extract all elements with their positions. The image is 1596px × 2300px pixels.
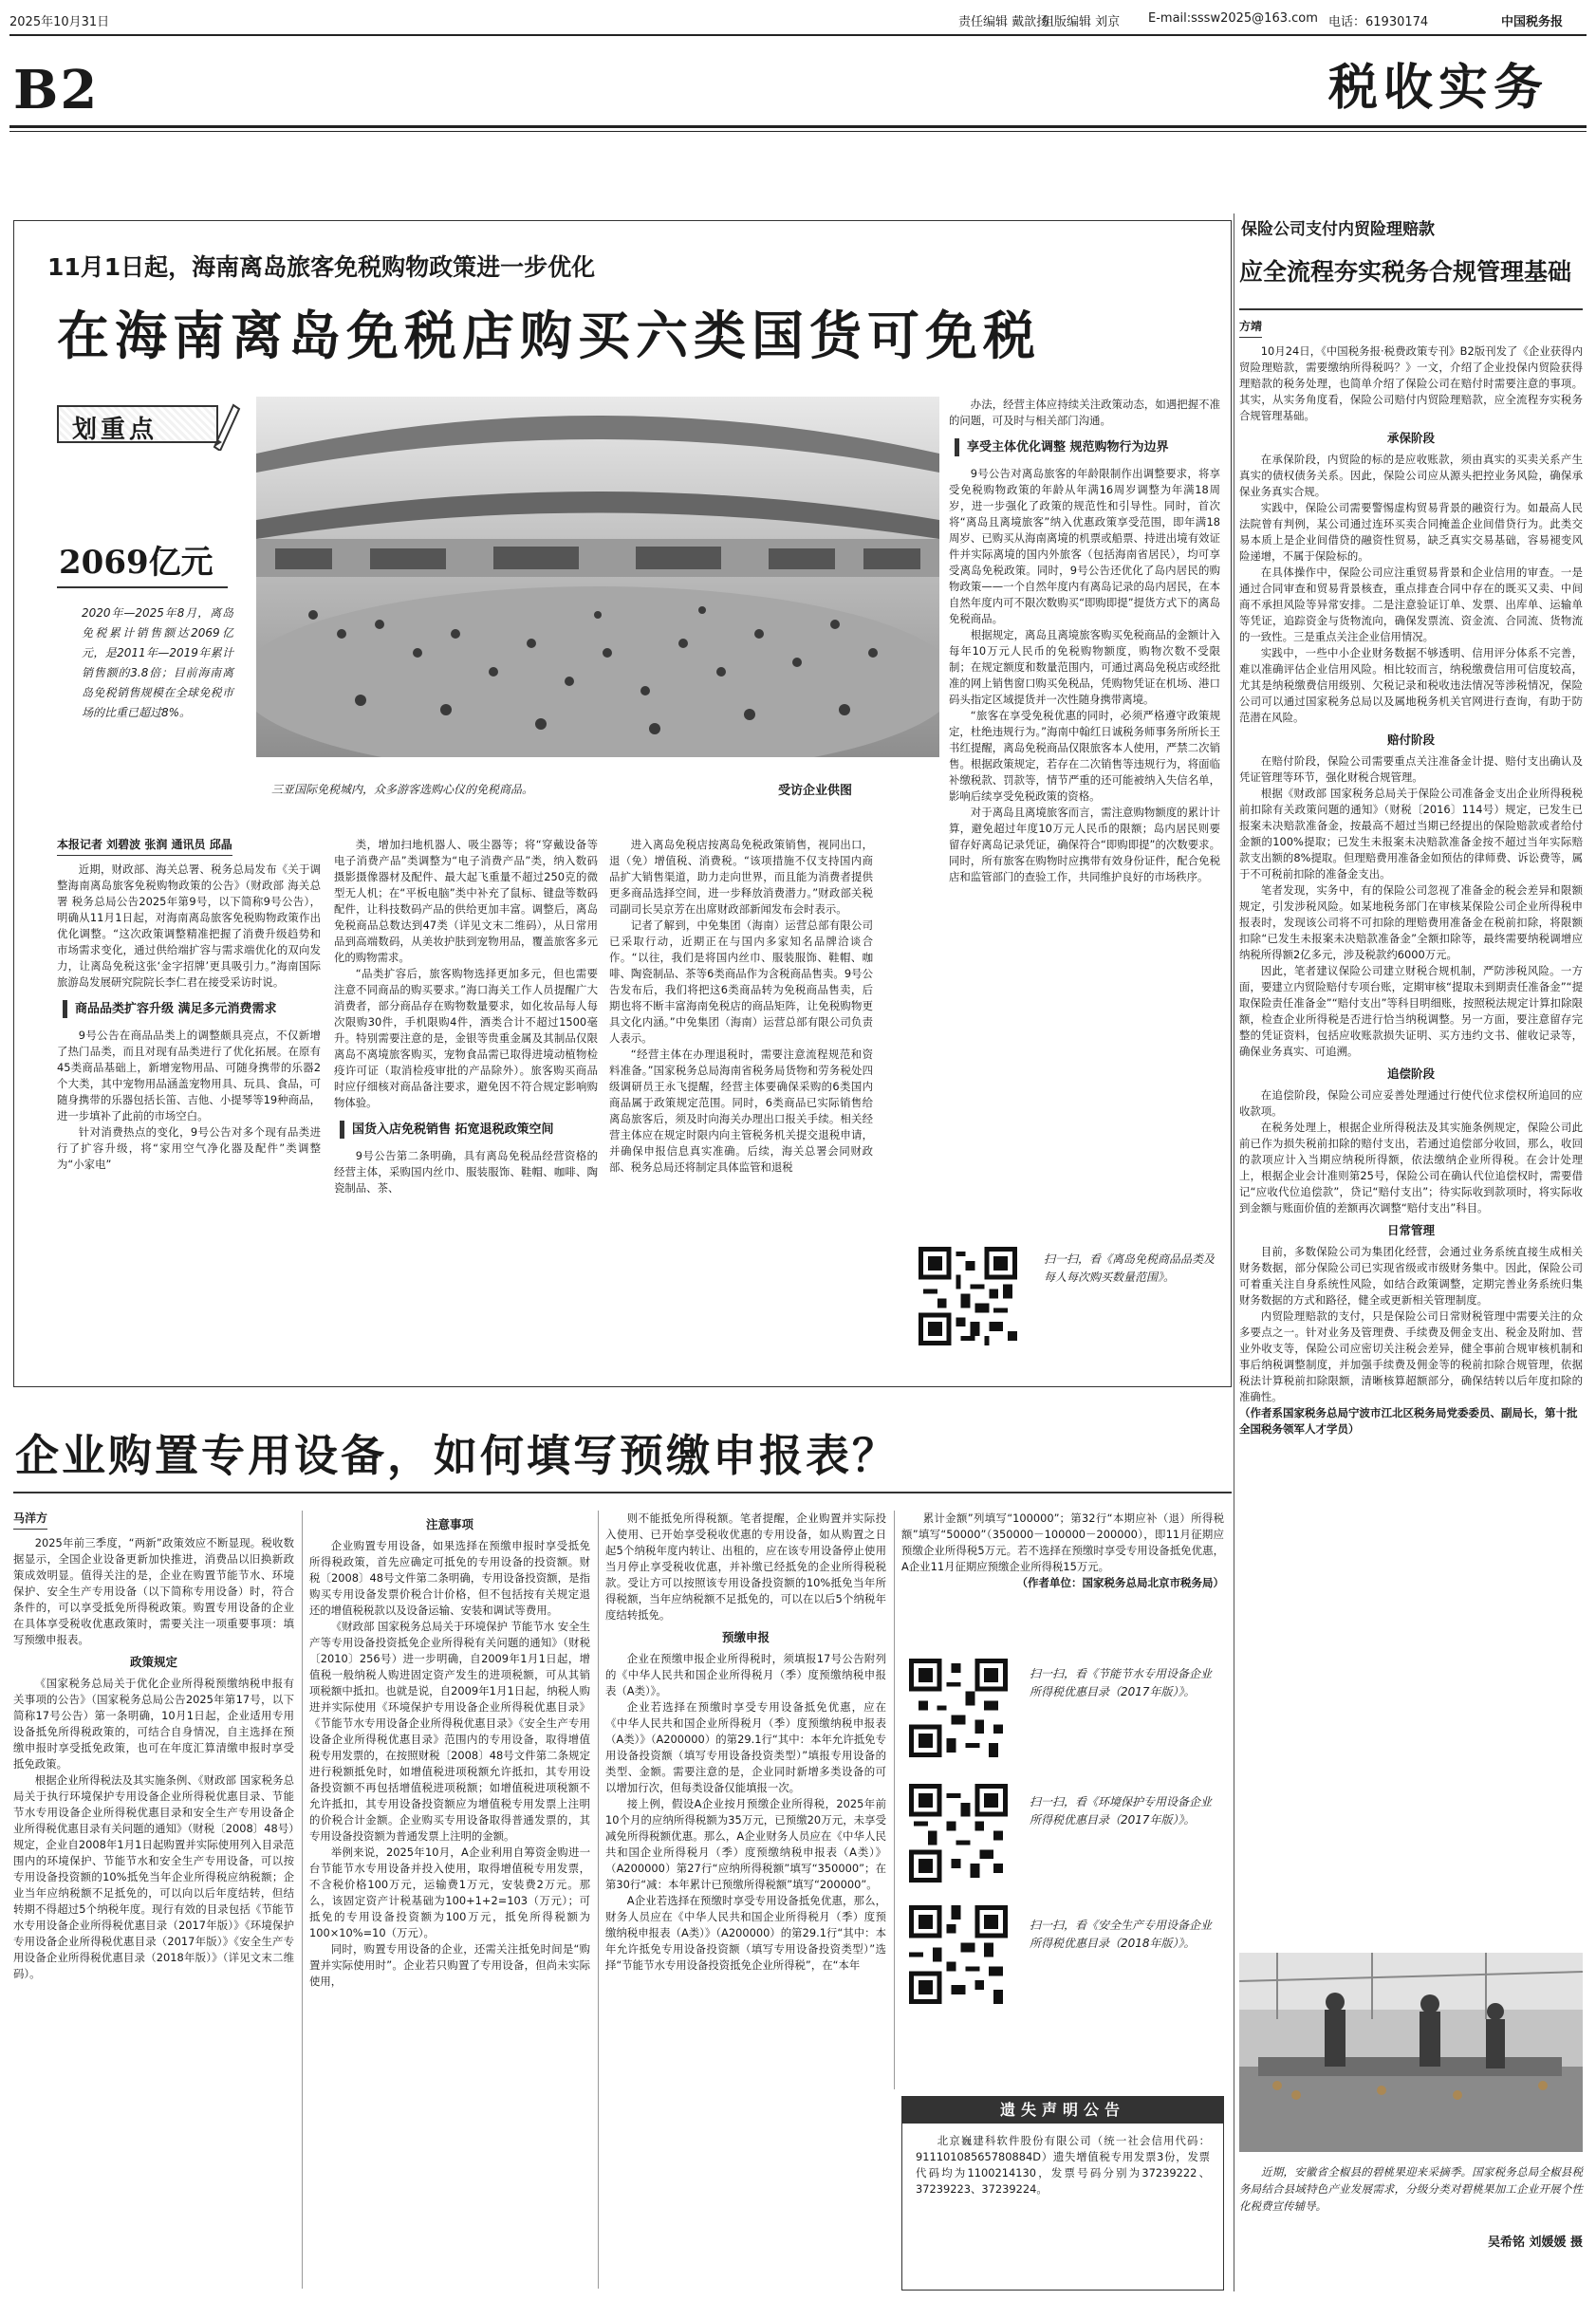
right-heading: 追偿阶段 (1386, 1067, 1435, 1081)
contact-email: E-mail:sssw2025@163.com (1148, 11, 1318, 26)
qr-caption-environment: 扫一扫，看《环境保护专用设备企业所得税优惠目录（2017年版）》。 (1030, 1795, 1213, 1827)
right-paragraph: 在承保阶段，内贸险的标的是应收账款，须由真实的买卖关系产生真实的债权债务关系。因此，保险公司应从源头把控业务风险，确保承保业务真实合规。 (1239, 453, 1583, 498)
key-figure: 2069亿元 (59, 544, 213, 582)
qr-code-icon (909, 1659, 1008, 1757)
article2-paragraph: 企业在预缴申报企业所得税时，须填报17号公告附列的《中华人民共和国企业所得税月（季）度预缴纳税申报表（A类）》。 (605, 1652, 886, 1697)
right-paragraph: 目前，多数保险公司为集团化经营，会通过业务系统直接生成相关财务数据，部分保险公司已实现省级或市级财务集中。因此，保险公司可着重关注自身系统性风险，如结合政策调整，定期完善业务系统归集财务数据的方式和路径，健全或更新相关管理制度。 (1239, 1245, 1583, 1307)
lead-paragraph: 办法，经营主体应持续关注政策动态，如遇把握不准的问题，可及时与相关部门沟通。 (949, 398, 1220, 427)
factory-photo (1239, 1953, 1583, 2152)
article2-paragraph: 接上例，假设A企业按月预缴企业所得税，2025年前10个月的应纳所得税额为35万元，已预缴20万元，未享受减免所得税额优惠。那么，A企业财务人员应在《中华人民共和国企业所得税月（季）度预缴纳税申报表（A类）》（A200000）第27行“应纳所得税额”填写“350000”；在第30行“减：本年累计已预缴所得税额”填写“200000”。 (605, 1797, 886, 1891)
article2-heading: 注意事项 (425, 1517, 473, 1531)
right-title: 应全流程夯实税务合规管理基础 (1239, 258, 1572, 286)
lead-column-3 (609, 837, 873, 1363)
column-divider (598, 1511, 599, 2289)
qr-code-icon (919, 1247, 1017, 1345)
lead-byline: 本报记者 刘碧波 张润 通讯员 邱晶 (57, 837, 232, 856)
article2-column-3 (605, 1511, 886, 2289)
section-title: 税收实务 (1327, 59, 1549, 117)
right-paragraph: 在具体操作中，保险公司应注重贸易背景和企业信用的审查。一是通过合同审查和贸易背景核查，重点排查合同中存在的既买又卖、中间商不承担风险等异常安排。二是注意验证订单、发票、出库单、运输单等凭证，追踪资金与货物流向，确保发票流、资金流、合同流、货物流的一致性。三是重点关注企业信用情况。 (1239, 566, 1583, 643)
lead-photo-caption: 三亚国际免税城内，众多游客选购心仪的免税商品。 (271, 783, 534, 796)
lost-notice (901, 2096, 1224, 2291)
lead-paragraph: 类，增加扫地机器人、吸尘器等；将“穿戴设备等电子消费产品”类调整为“电子消费产品”类，纳入数码摄影摄像器材及配件、最大起飞重量不超过250克的微型无人机；在“平板电脑”类中补充了鼠标、键盘等数码配件，让科技数码产品的供给更加丰富。调整后，离岛免税商品总数达到47类（详见文末二维码），从日常用品到高端数码，从美妆护肤到宠物用品，覆盖旅客多元化的购物需求。 (334, 838, 598, 964)
lead-photo-credit: 受访企业供图 (778, 784, 853, 798)
article2-paragraph: 《财政部 国家税务总局关于环境保护 节能节水 安全生产等专用设备投资抵免企业所得税有关问题的通知》（财税〔2010〕256号）进一步明确，自2009年1月1日起，增值税一般纳税人购进固定资产发生的进项税额，可从其销项税额中抵扣。也就是说，自2009年1月1日起，纳税人购进并实际使用《环境保护专用设备企业所得税优惠目录》《节能节水专用设备企业所得税优惠目录》《安全生产专用设备企业所得税优惠目录》范围内的专用设备，取得增值税专用发票的，在按照财税〔2008〕48号文件第二条规定进行税额抵免时，如增值税进项税额允许抵扣，其专用设备投资额不再包括增值税进项税额；如增值税进项税额不允许抵扣，其专用设备投资额应为增值税专用发票上注明的价税合计金额。企业购买专用设备取得普通发票的，其专用设备投资额为普通发票上注明的金额。 (309, 1620, 590, 1843)
key-figure-rule (57, 586, 228, 588)
issue-date: 2025年10月31日 (9, 15, 110, 29)
layout-editor: 组版编辑 刘京 (1042, 15, 1121, 29)
right-title-rule (1239, 308, 1583, 310)
article2-paragraph: 根据企业所得税法及其实施条例、《财政部 国家税务总局关于执行环境保护专用设备企业所得税优惠目录、节能节水专用设备企业所得税优惠目录和安全生产专用设备企业所得税优惠目录有关问题的通知》（财税〔2008〕48号）规定，企业自2008年1月1日起购置并实际使用列入目录范围内的环境保护、节能节水和安全生产专用设备，可以按专用设备投资额的10%抵免当年企业所得税应纳税额；企业当年应纳税额不足抵免的，可以向以后年度结转，但结转期不得超过5个纳税年度。现行有效的目录包括《节能节水专用设备企业所得税优惠目录（2017年版）》《环境保护专用设备企业所得税优惠目录（2017年版）》《安全生产专用设备企业所得税优惠目录（2018年版）》（详见文末二维码）。 (13, 1773, 294, 1980)
key-figure-text: 2020年—2025年8月，离岛免税累计销售额达2069亿元，是2011年—2019年累计销售额的3.8倍；目前海南离岛免税销售规模在全球免税市场的比重已超过8%。 (82, 606, 233, 719)
right-heading: 承保阶段 (1386, 431, 1435, 445)
header-rule (9, 34, 1587, 36)
right-paragraph: 在追偿阶段，保险公司应妥善处理通过行使代位求偿权所追回的应收款项。 (1239, 1088, 1583, 1118)
lead-paragraph: 对于离岛且离境旅客而言，需注意购物额度的累计计算，避免超过年度10万元人民币的限额；岛内居民则要留存好离岛记录凭证，确保符合“即购即提”的次数要求。同时，所有旅客在购物时应携带有效身份证件，配合免税店和监管部门的查验工作，共同维护良好的市场秩序。 (949, 806, 1220, 883)
article2-paragraph: 《国家税务总局关于优化企业所得税预缴纳税申报有关事项的公告》（国家税务总局公告2025年第17号，以下简称17号公告）第一条明确，10月1日起，企业适用专用设备抵免所得税政策的，可结合自身情况，自主选择在预缴申报时享受抵免政策，也可在年度汇算清缴申报时享受抵免政策。 (13, 1677, 294, 1771)
qr-code-energy[interactable] (909, 1659, 1008, 1757)
lead-paragraph: “经营主体在办理退税时，需要注意流程规范和资料准备。”国家税务总局海南省税务局货物和劳务税处四级调研员王永飞提醒，经营主体要确保采购的6类国内商品属于政策规定范围。同时，6类商品已实际销售给离岛旅客后，须及时向海关办理出口报关手续。相关经营主体应在规定时限内向主管税务机关提交退税申请，并确保申报信息真实准确。后续，海关总署会同财政部、税务总局还将制定具体监管和退税 (609, 1048, 873, 1174)
article2-paragraph: 2025年前三季度，“两新”政策效应不断显现。税收数据显示，全国企业设备更新加快推进，消费品以旧换新政策成效明显。值得关注的是，企业在购置节能节水、环境保护、安全生产专用设备（以下简称专用设备）时，符合条件的，可以享受抵免所得税政策。购置专用设备的企业在具体享受税收优惠政策时，需要关注一项重要事项：填写预缴申报表。 (13, 1536, 294, 1646)
article2-paragraph: A企业若选择在预缴时享受专用设备抵免优惠，那么，财务人员应在《中华人民共和国企业所得税月（季）度预缴纳税申报表（A类）》（A200000）的第29.1行“其中：本年允许抵免专用设备投资额（填写专用设备投资类型）”选择“节能节水专用设备投资抵免企业所得税”，在“本年 (605, 1894, 886, 1972)
article2-paragraph: 累计金额”列填写“100000”；第32行“本期应补（退）所得税额”填写“50000”（350000－100000－200000），即11月征期应预缴企业所得税5万元。若不选择在预缴时享受专用设备抵免优惠，A企业11月征期应预缴企业所得税15万元。 (901, 1512, 1224, 1573)
right-heading: 日常管理 (1386, 1223, 1435, 1237)
lead-paragraph: 近期，财政部、海关总署、税务总局发布《关于调整海南离岛旅客免税购物政策的公告》（财政部 海关总署 税务总局公告2025年第9号，以下简称9号公告），明确从11月1日起，对海南离岛旅客免税购物政策作出优化调整。“这次政策调整精准把握了消费升级趋势和市场需求变化，通过供给端扩容与需求端优化的双向发力，让离岛免税这张‘金字招牌’更具吸引力。”海南国际旅游岛发展研究院院长李仁君在接受采访时说。 (57, 862, 321, 989)
article2-column-1 (13, 1511, 294, 2289)
right-article-body (1239, 319, 1583, 1945)
lead-paragraph: 进入离岛免税店按离岛免税政策销售，视同出口，退（免）增值税、消费税。“该项措施不仅支持国内商品扩大销售渠道，助力走向世界，而且能为消费者提供更多商品选择空间，进一步释放消费潜力。”财政部关税司副司长吴京芳在出席财政部新闻发布会时表示。 (609, 838, 873, 916)
article2-paragraph: 则不能抵免所得税额。笔者提醒，企业购置并实际投入使用、已开始享受税收优惠的专用设备，如从购置之日起5个纳税年度内转让、出租的，应在该专用设备停止使用当月停止享受税收优惠，并补缴已经抵免的企业所得税税款。受让方可以按照该专用设备投资额的10%抵免当年所得税额，当年应纳税额不足抵免的，可以在以后5个纳税年度结转抵免。 (605, 1512, 886, 1622)
right-paragraph: 实践中，保险公司需要警惕虚构贸易背景的融资行为。如最高人民法院曾有判例，某公司通过连环买卖合同掩盖企业间借贷行为。此类交易本质上是企业间借贷的融资性贸易，缺乏真实交易基础，容易褪变风险递增，不属于保险标的。 (1239, 501, 1583, 563)
lost-notice-title: 遗失声明公告 (902, 2097, 1223, 2124)
lead-subhead-2: 国货入店免税销售 拓宽退税政策空间 (340, 1121, 598, 1139)
right-paragraph: 在赔付阶段，保险公司需要重点关注准备金计提、赔付支出确认及凭证管理等环节，强化财税合规管理。 (1239, 754, 1583, 784)
qr-caption-energy: 扫一扫，看《节能节水专用设备企业所得税优惠目录（2017年版）》。 (1030, 1667, 1213, 1698)
right-paragraph: 笔者发现，实务中，有的保险公司忽视了准备金的税会差异和限额规定，引发涉税风险。如某地税务部门在审核某保险公司企业所得税申报表时，发现该公司将不可扣除的理赔费用准备金在税前扣除，将限额扣除“已发生未报案未决赔款准备金”全额扣除等，最终需要纳税调增应纳税所得额2亿多元，涉及税款约6000万元。 (1239, 883, 1583, 961)
right-kicker: 保险公司支付内贸险理赔款 (1241, 220, 1435, 239)
article2-column-2 (309, 1511, 590, 2289)
lead-paragraph: 9号公告第二条明确，具有离岛免税品经营资格的经营主体，采购国内丝巾、服装服饰、鞋帽、咖啡、陶瓷制品、茶、 (334, 1149, 598, 1195)
qr-code-icon (909, 1784, 1008, 1883)
right-author-note: （作者系国家税务总局宁波市江北区税务局党委委员、副局长，第十批全国税务领军人才学员） (1239, 1406, 1578, 1436)
lead-photo (256, 397, 939, 757)
section-rule-thin (9, 131, 1587, 132)
column-divider (302, 1511, 303, 2289)
article2-paragraph: 企业购置专用设备，如果选择在预缴申报时享受抵免所得税政策，首先应确定可抵免的专用设备的投资额。财税〔2008〕48号文件第二条明确，专用设备投资额，是指购买专用设备发票价税合计价格，但不包括按有关规定退还的增值税税款以及设备运输、安装和调试等费用。 (309, 1539, 590, 1617)
qr-caption-safety: 扫一扫，看《安全生产专用设备企业所得税优惠目录（2018年版）》。 (1030, 1919, 1213, 1950)
lead-paragraph: 根据规定，离岛且离境旅客购买免税商品的金额计入每年10万元人民币的免税购物额度，购物次数不受限制；在规定额度和数量范围内，可通过离岛免税店或经批准的网上销售窗口购买免税品，凭购物凭证在机场、港口码头指定区域提货并一次性随身携带离境。 (949, 628, 1220, 706)
lost-notice-body: 北京巍建科软件股份有限公司（统一社会信用代码：91110108565780884D）遗失增值税专用发票3份，发票代码均为1100214130，发票号码分别为37239222、37239223、37239224。 (916, 2134, 1210, 2196)
pencil-icon (209, 401, 241, 451)
newspaper-name: 中国税务报 (1501, 15, 1564, 29)
lead-qr-caption: 扫一扫，看《离岛免税商品品类及每人每次购买数量范围》。 (1044, 1252, 1216, 1284)
article2-column-4 (901, 1511, 1224, 1653)
duty-free-mall-photo (256, 397, 939, 757)
right-heading: 赔付阶段 (1386, 733, 1435, 747)
right-photo (1239, 1953, 1583, 2152)
responsible-editor: 责任编辑 戴歆扬 (958, 15, 1049, 29)
lead-paragraph: “品类扩容后，旅客购物选择更加多元，但也需要注意不同商品的购买要求。”海口海关工作人员提醒广大消费者，部分商品存在购物数量要求，如化妆品每人每次限购30件，手机限购4件，酒类合计不超过1500毫升。特别需要注意的是，金银等贵重金属及其制品仅限离岛不离境旅客购买，宠物食品需已取得进境动植物检疫许可证（取消检疫审批的产品除外）。旅客购买商品时应仔细核对商品备注要求，避免因不符合规定影响购物体验。 (334, 967, 598, 1109)
contact-phone: 电话：61930174 (1328, 15, 1429, 29)
lead-paragraph: 9号公告对离岛旅客的年龄限制作出调整要求，将享受免税购物政策的年龄从年满16周岁调整为年满18周岁，进一步强化了政策的规范性和引导性。同时，首次将“离岛且离境旅客”纳入优惠政策享受范围，即年满18周岁、已购买从海南离境的机票或船票、持进出境有效证件并实际离境的国内外旅客（包括海南省居民），均可享受离岛免税政策。同时，9号公告还优化了岛内居民的购物政策——一个自然年度内有离岛记录的岛内居民，在本自然年度内可不限次数购买“即购即提”提货方式下的离岛免税商品。 (949, 467, 1220, 625)
right-paragraph: 内贸险理赔款的支付，只是保险公司日常财税管理中需要关注的众多要点之一。针对业务及管理费、手续费及佣金支出、税金及附加、营业外收支等，保险公司应密切关注税会差异，健全事前合规审核机制和事后纳税调整制度，并加强手续费及佣金等的税前扣除合规管理，依据税法计算税前扣除限额，清晰核算超额部分，确保结转以后年度扣除的准确性。 (1239, 1309, 1583, 1403)
right-byline: 方靖 (1239, 319, 1262, 338)
article2-author-note: （作者单位：国家税务总局北京市税务局） (1016, 1576, 1224, 1589)
right-photo-credit: 吴希铭 刘媛媛 摄 (1487, 2235, 1583, 2250)
article2-rule (13, 1492, 1232, 1493)
lead-subhead-1: 商品品类扩容升级 满足多元消费需求 (63, 1000, 321, 1018)
article2-heading: 政策规定 (129, 1655, 177, 1669)
section-rule (9, 125, 1587, 128)
right-paragraph: 在税务处理上，根据企业所得税法及其实施条例规定，保险公司此前已作为损失税前扣除的赔付支出，若通过追偿部分收回，那么，收回的款项应计入当期应纳税所得额，依法缴纳企业所得税。在会计处理上，根据企业会计准则第25号，保险公司在确认代位追偿权时，需要借记“应收代位追偿款”，贷记“赔付支出”；待实际收到款项时，将实际收到金额与账面价值的差额再次调整“赔付支出”科目。 (1239, 1121, 1583, 1215)
masthead-bar (9, 11, 1587, 32)
lead-paragraph: 针对消费热点的变化，9号公告对多个现有品类进行了扩容升级，将“家用空气净化器及配件”类调整为“小家电” (57, 1125, 321, 1171)
qr-code-safety[interactable] (909, 1905, 1008, 2004)
article2-paragraph: 企业若选择在预缴时享受专用设备抵免优惠，应在《中华人民共和国企业所得税月（季）度预缴纳税申报表（A类）》（A200000）的第29.1行“其中：本年允许抵免专用设备投资额（填写专用设备投资类型）”填报专用设备的类型、金额。需要注意的是，企业同时新增多类设备的可以增加行次，但每类设备仅能填报一次。 (605, 1700, 886, 1794)
right-paragraph: 实践中，一些中小企业财务数据不够透明、信用评分体系不完善，难以准确评估企业信用风险。相比较而言，纳税缴费信用可信度较高，尤其是纳税缴费信用级别、欠税记录和税收违法情况等涉税情况，保险公司可以通过国家税务总局以及属地税务机关官网进行查询，有助于防范潜在风险。 (1239, 646, 1583, 724)
lead-column-4 (949, 397, 1220, 1232)
lead-paragraph: 记者了解到，中免集团（海南）运营总部有限公司已采取行动，近期正在与国内多家知名品牌洽谈合作。“以往，我们是将国内丝巾、服装服饰、鞋帽、咖啡、陶瓷制品、茶等6类商品作为含税商品售卖。9号公告发布后，我们将把这6类商品转为免税商品售卖，后期也将不断丰富海南免税店的商品矩阵，让免税购物更具文化内涵。”中免集团（海南）运营总部有限公司负责人表示。 (609, 918, 873, 1045)
right-paragraph: 因此，笔者建议保险公司建立财税合规机制，严防涉税风险。一方面，要建立内贸险赔付专项台账，定期审核“提取未到期责任准备金”“提取保险责任准备金”“赔付支出”等科目明细账，按照税法规定计算扣除限额，检查企业所得税是否进行恰当纳税调整。另一方面，要注意留存完整的凭证资料，包括应收账款损失证明、买方违约文书、催收记录等，确保业务真实、可追溯。 (1239, 964, 1583, 1058)
lead-subhead-3: 享受主体优化调整 规范购物行为边界 (955, 438, 1220, 456)
right-paragraph: 10月24日，《中国税务报·税费政策专刊》B2版刊发了《企业获得内贸险理赔款，需要缴纳所得税吗？》一文，介绍了企业投保内贸险获得理赔款的税务处理，也简单介绍了保险公司在赔付时需要注意的事项。其实，从实务角度看，保险公司赔付内贸险理赔款，应全流程夯实税务合规管理基础。 (1239, 344, 1583, 422)
lead-qr-code[interactable] (919, 1247, 1017, 1345)
column-divider (894, 1511, 895, 2089)
qr-code-environment[interactable] (909, 1784, 1008, 1883)
lead-paragraph: 9号公告在商品品类上的调整颇具亮点，不仅新增了热门品类，而且对现有品类进行了优化拓展。在原有45类商品基础上，新增宠物用品、可随身携带的乐器2个大类，其中宠物用品涵盖宠物用具、玩具、食品，可随身携带的乐器包括长笛、吉他、小提琴等19种商品，进一步填补了此前的市场空白。 (57, 1029, 321, 1122)
article2-paragraph: 举例来说，2025年10月，A企业利用自筹资金购进一台节能节水专用设备并投入使用，取得增值税专用发票，不含税价格100万元，运输费1万元，安装费2万元。那么，该固定资产计税基础为100+1+2=103（万元）；可抵免的专用设备投资额为100万元，抵免所得税额为100×10%=10（万元）。 (309, 1846, 590, 1939)
lead-column-1 (57, 837, 321, 1363)
qr-code-icon (909, 1905, 1008, 2004)
article2-paragraph: 同时，购置专用设备的企业，还需关注抵免时间是“购置并实际使用时”。企业若只购置了专用设备，但尚未实际使用， (309, 1942, 590, 1988)
article2-title: 企业购置专用设备，如何填写预缴申报表？ (15, 1430, 899, 1481)
right-paragraph: 根据《财政部 国家税务总局关于保险公司准备金支出企业所得税税前扣除有关政策问题的通知》（财税〔2016〕114号）规定，已发生已报案未决赔款准备金，按最高不超过当期已经提出的保险赔款或者给付金额的100%提取；已发生未报案未决赔款准备金按不超过当年实际赔款支出额的8%提取。但理赔费用准备金如预估的律师费、诉讼费等，属于不可税前扣除的准备金支出。 (1239, 787, 1583, 881)
lead-column-2 (334, 837, 598, 1363)
article2-byline: 马洋方 (13, 1511, 47, 1530)
highlight-label: 划重点 (72, 416, 158, 444)
page-number: B2 (13, 59, 100, 121)
lead-paragraph: “旅客在享受免税优惠的同时，必须严格遵守政策规定，杜绝违规行为。”海南中翰红日诚税务师事务所所长王书红提醒，离岛免税商品仅限旅客本人使用，严禁二次销售。根据政策规定，若存在二次销售等违规行为，将面临补缴税款、罚款等，情节严重的还可能被纳入失信名单，影响后续享受免税政策的资格。 (949, 709, 1220, 803)
lead-kicker: 11月1日起，海南离岛旅客免税购物政策进一步优化 (47, 253, 596, 281)
right-photo-caption: 近期，安徽省全椒县的碧桃果迎来采摘季。国家税务总局全椒县税务局结合县域特色产业发展需求，分级分类对碧桃果加工企业开展个性化税费宣传辅导。 (1239, 2165, 1583, 2213)
highlight-tag (57, 401, 237, 451)
article2-heading: 预缴申报 (721, 1630, 770, 1644)
lead-headline: 在海南离岛免税店购买六类国货可免税 (57, 305, 1042, 366)
